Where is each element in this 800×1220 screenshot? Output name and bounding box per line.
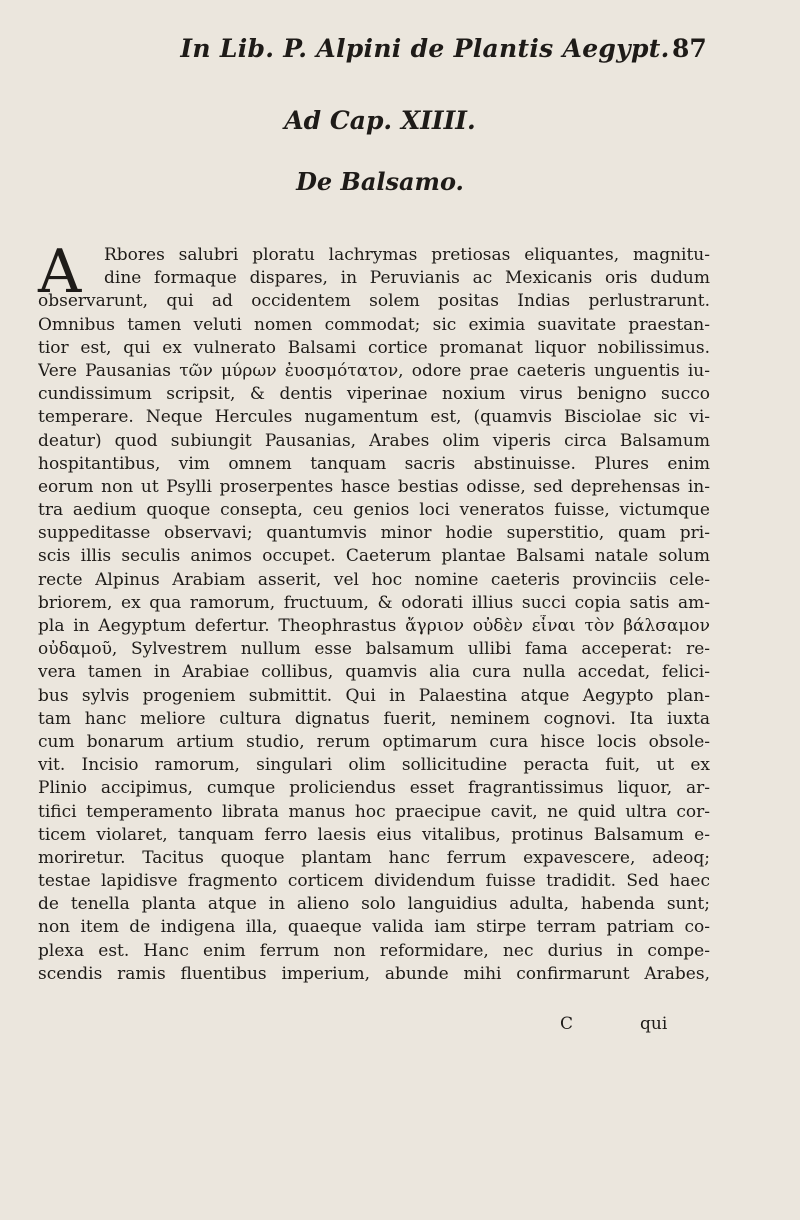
text-line: Plinio accipimus, cumque proliciendus esset fragrantissimus liquor, ar- — [38, 778, 710, 799]
text-line: tam hanc meliore cultura dignatus fuerit, neminem cognovi. Ita iuxta — [38, 708, 710, 729]
text-line: moriretur. Tacitus quoque plantam hanc ferrum expavescere, adeoq; — [38, 847, 710, 868]
drop-cap: A — [38, 237, 82, 307]
text-line: recte Alpinus Arabiam asserit, vel hoc nomine caeteris provinciis cele- — [38, 569, 710, 590]
body-text — [38, 237, 710, 986]
text-line: scis illis seculis animos occupet. Caeterum plantae Balsami natale solum — [38, 546, 710, 567]
text-line: observarunt, qui ad occidentem solem positas Indias perlustrarunt. — [38, 291, 710, 312]
text-line: cundissimum scripsit, & dentis viperinae noxium virus benigno succo — [38, 384, 710, 405]
text-line: non item de indigena illa, quaeque valida iam stirpe terram patriam co- — [38, 917, 710, 938]
text-line: suppeditasse observavi; quantumvis minor hodie superstitio, quam pri- — [38, 523, 710, 544]
text-line: dine formaque dispares, in Peruvianis ac Mexicanis oris dudum — [104, 268, 710, 289]
text-line: de tenella planta atque in alieno solo languidius adulta, habenda sunt; — [38, 894, 710, 915]
text-line: tior est, qui ex vulnerato Balsami cortice promanat liquor nobilissimus. — [38, 337, 710, 358]
text-line: pla in Aegyptum defertur. Theophrastus ἄγριον οὐδὲν εἶναι τὸν βάλσαμον — [38, 616, 710, 636]
page-number: 87 — [672, 34, 707, 63]
chapter-heading: Ad Cap. XIIII. — [284, 106, 476, 135]
text-line: plexa est. Hanc enim ferrum non reformidare, nec durius in compe- — [38, 940, 710, 961]
text-line: deatur) quod subiungit Pausanias, Arabes olim viperis circa Balsamum — [38, 430, 710, 451]
text-line: tra aedium quoque consepta, ceu genios loci veneratos fuisse, victumque — [38, 500, 710, 521]
text-line: temperare. Neque Hercules nugamentum est, (quamvis Bisciolae sic vi- — [38, 407, 710, 428]
text-line: briorem, ex qua ramorum, fructuum, & odorati illius succi copia satis am- — [38, 592, 710, 613]
text-line: Omnibus tamen veluti nomen commodat; sic eximia suavitate praestan- — [38, 314, 710, 335]
text-line: vera tamen in Arabiae collibus, quamvis alia cura nulla accedat, felici- — [38, 662, 710, 683]
signature-mark: C — [560, 1014, 574, 1034]
section-title: De Balsamo. — [296, 167, 464, 196]
text-line: οὐδαμοῦ, Sylvestrem nullum esse balsamum ullibi fama acceperat: re- — [38, 639, 710, 660]
text-line: vit. Incisio ramorum, singulari olim sollicitudine peracta fuit, ut ex — [38, 755, 710, 776]
text-line: cum bonarum artium studio, rerum optimarum cura hisce locis obsole- — [38, 731, 710, 752]
text-line: ticem violaret, tanquam ferro laesis eius vitalibus, protinus Balsamum e- — [38, 824, 710, 845]
text-line: Vere Pausanias τῶν μύρων ἐυοσμότατον, odore prae caeteris unguentis iu- — [38, 360, 710, 381]
text-line: Rbores salubri ploratu lachrymas pretiosas eliquantes, magnitu- — [104, 245, 710, 265]
text-line: tifici temperamento librata manus hoc praecipue cavit, ne quid ultra cor- — [38, 801, 710, 822]
text-line: testae lapidisve fragmento corticem dividendum fuisse tradidit. Sed haec — [38, 871, 710, 892]
text-line: scendis ramis fluentibus imperium, abunde mihi confirmarunt Arabes, — [38, 963, 710, 984]
text-line: eorum non ut Psylli proserpentes hasce bestias odisse, sed deprehensas in- — [38, 476, 710, 497]
catchword: qui — [640, 1014, 668, 1034]
text-line: bus sylvis progeniem submittit. Qui in Palaestina atque Aegypto plan- — [38, 685, 710, 706]
running-head: In Lib. P. Alpini de Plantis Aegypt. — [180, 34, 670, 63]
text-line: hospitantibus, vim omnem tanquam sacris abstinuisse. Plures enim — [38, 453, 710, 474]
